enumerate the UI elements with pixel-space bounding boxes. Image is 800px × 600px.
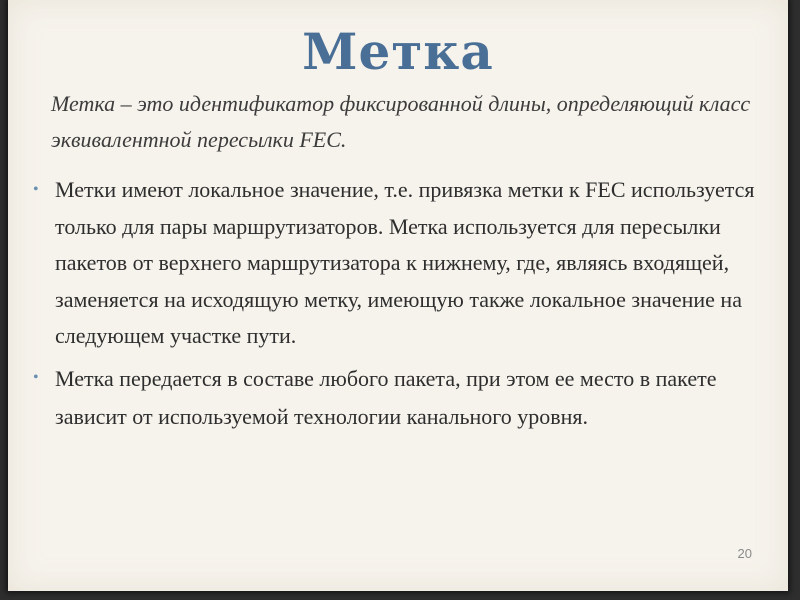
definition-text: Метка – это идентификатор фиксированной длины, определяющий класс эквивалентной пересылки FEC. bbox=[51, 91, 751, 152]
bullet-text: Метки имеют локальное значение, т.е. привязка метки к FEC используется только для пары маршрутизаторов. Метка используется для пересылки пакетов от верхнего маршрутизатора к нижнему, где, являясь входящей, заменяется на исходящую метку, имеющую также локальное значение на следующем участке пути. bbox=[55, 177, 755, 348]
slide-title: Метка bbox=[302, 22, 494, 81]
page-number: 20 bbox=[737, 546, 752, 561]
bullet-icon: • bbox=[33, 368, 39, 386]
slide-page bbox=[8, 0, 788, 591]
bullet-icon: • bbox=[33, 181, 39, 198]
bullet-item bbox=[30, 172, 760, 355]
bullet-item bbox=[30, 360, 760, 436]
bullet-list bbox=[30, 172, 760, 440]
bullet-text: Метка передается в составе любого пакета, при этом ее место в пакете зависит от используемой технологии канального уровня. bbox=[55, 365, 717, 429]
